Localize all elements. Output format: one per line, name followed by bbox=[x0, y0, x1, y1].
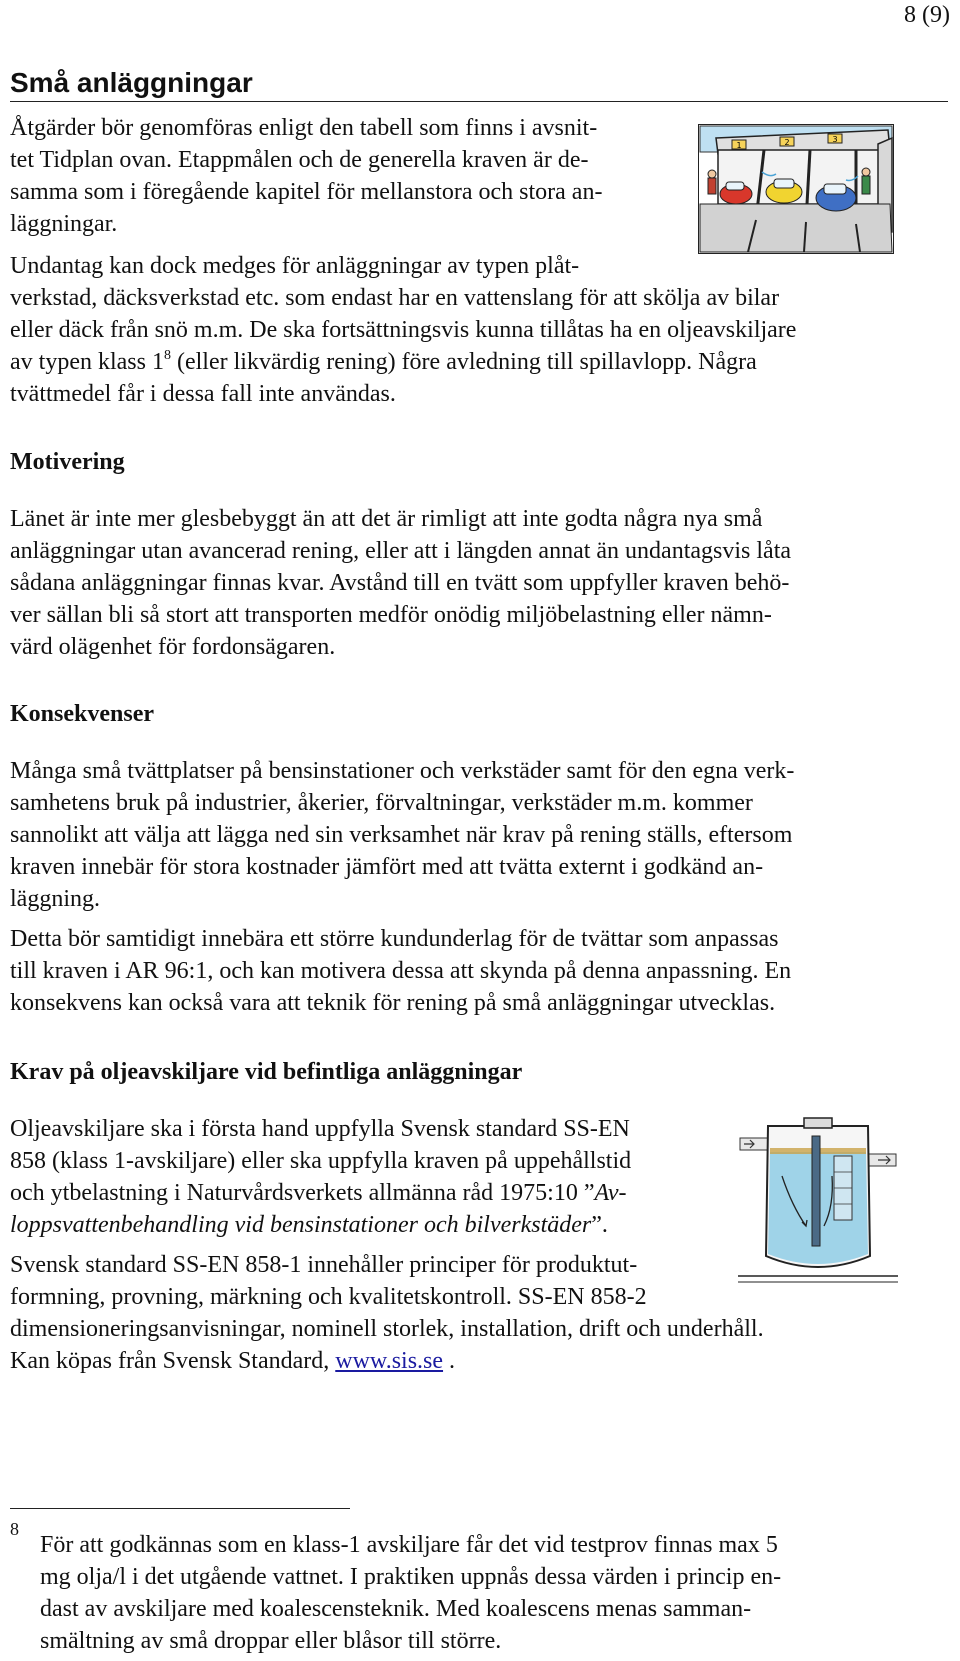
text-line: ver sällan bli så stort att transporten medför onödig miljöbelastning eller nämn- bbox=[10, 602, 772, 628]
text-line: läggning. bbox=[10, 886, 100, 912]
text-line: Oljeavskiljare ska i första hand uppfylla Svensk standard SS-EN bbox=[10, 1116, 630, 1142]
text-line: anläggningar utan avancerad rening, eller att i längden annat än undantagsvis låta bbox=[10, 538, 792, 564]
text-line: eller däck från snö m.m. De ska fortsättningsvis kunna tillåtas ha en oljeavskiljare bbox=[10, 317, 797, 343]
text-segment: ”. bbox=[591, 1212, 608, 1238]
car-wash-illustration bbox=[698, 124, 894, 254]
text-line: till kraven i AR 96:1, och kan motivera dessa att skynda på denna anpassning. En bbox=[10, 958, 792, 984]
text-line: 858 (klass 1-avskiljare) eller ska uppfylla kraven på uppehållstid bbox=[10, 1148, 632, 1174]
text-line: dimensioneringsanvisningar, nominell storlek, installation, drift och underhåll. bbox=[10, 1316, 764, 1342]
sis-website-link[interactable]: www.sis.se bbox=[335, 1348, 444, 1374]
text-line: verkstad, däcksverkstad etc. som endast har en vattenslang för att skölja av bilar bbox=[10, 285, 780, 311]
text-line: För att godkännas som en klass-1 avskiljare får det vid testprov finnas max 5 bbox=[40, 1532, 778, 1558]
text-line: sannolikt att välja att lägga ned sin verksamhet när krav på rening ställs, eftersom bbox=[10, 822, 793, 848]
paragraph-motivation bbox=[10, 503, 950, 663]
text-line bbox=[10, 1345, 950, 1377]
text-segment: och ytbelastning i Naturvårdsverkets allmänna råd 1975:10 ” bbox=[10, 1180, 595, 1206]
text-line: Många små tvättplatser på bensinstationer och verkstäder samt för den egna verk- bbox=[10, 758, 795, 784]
page-number: 8 (9) bbox=[904, 2, 950, 28]
text-line bbox=[10, 1177, 730, 1209]
text-line: Länet är inte mer glesbebyggt än att det är rimligt att inte godta några nya små bbox=[10, 506, 763, 532]
footnote-marker: 8 bbox=[10, 1519, 19, 1539]
section-heading-small-plants: Små anläggningar bbox=[10, 66, 948, 102]
bay-number-label: 3 bbox=[832, 135, 838, 144]
paragraph-consequences-2 bbox=[10, 923, 950, 1019]
oil-separator-illustration bbox=[738, 1116, 898, 1288]
text-line: formning, provning, märkning och kvalitetskontroll. SS-EN 858-2 bbox=[10, 1284, 647, 1310]
paragraph-consequences-1 bbox=[10, 755, 950, 915]
text-line: värd olägenhet för fordonsägaren. bbox=[10, 634, 336, 660]
text-line: dast av avskiljare med koalescensteknik. Med koalescens menas samman- bbox=[40, 1596, 752, 1622]
section-heading-consequences: Konsekvenser bbox=[10, 701, 154, 727]
paragraph-oil-separator-standard bbox=[10, 1113, 730, 1241]
publication-title-italic: Av- bbox=[594, 1180, 627, 1206]
text-line: Svensk standard SS-EN 858-1 innehåller principer för produktut- bbox=[10, 1252, 638, 1278]
footnote-divider bbox=[10, 1508, 350, 1509]
text-line: kraven innebär för stora kostnader jämfört med att tvätta externt i godkänd an- bbox=[10, 854, 764, 880]
text-line: tvättmedel får i dessa fall inte användas. bbox=[10, 381, 396, 407]
footnote-text bbox=[40, 1529, 950, 1657]
text-line: Detta bör samtidigt innebära ett större kundunderlag för de tvättar som anpassas bbox=[10, 926, 779, 952]
paragraph-small-plants-exception bbox=[10, 250, 950, 410]
section-heading-motivation: Motivering bbox=[10, 449, 125, 475]
text-segment: av typen klass 1 bbox=[10, 349, 164, 375]
bay-number-label: 1 bbox=[736, 141, 742, 150]
text-line: tet Tidplan ovan. Etappmålen och de generella kraven är de- bbox=[10, 147, 589, 173]
footnote-reference[interactable]: 8 bbox=[163, 348, 171, 363]
text-line: konsekvens kan också vara att teknik för rening på små anläggningar utvecklas. bbox=[10, 990, 776, 1016]
publication-title-italic: loppsvattenbehandling vid bensinstationer och bilverkstäder bbox=[10, 1212, 592, 1238]
text-segment: . bbox=[443, 1348, 456, 1374]
text-line: smältning av små droppar eller blåsor till större. bbox=[40, 1628, 502, 1654]
text-line: läggningar. bbox=[10, 211, 118, 237]
paragraph-small-plants-intro bbox=[10, 112, 690, 240]
text-line: mg olja/l i det utgående vattnet. I praktiken uppnås dessa värden i princip en- bbox=[40, 1564, 782, 1590]
bay-number-label: 2 bbox=[784, 138, 790, 147]
text-segment: Kan köpas från Svensk Standard, bbox=[10, 1348, 336, 1374]
text-line bbox=[10, 346, 950, 378]
text-line: Åtgärder bör genomföras enligt den tabell som finns i avsnit- bbox=[10, 115, 598, 141]
text-line: samma som i föregående kapitel för mellanstora och stora an- bbox=[10, 179, 603, 205]
text-line: Undantag kan dock medges för anläggningar av typen plåt- bbox=[10, 253, 580, 279]
section-heading-oil-separator-requirements: Krav på oljeavskiljare vid befintliga anläggningar bbox=[10, 1059, 523, 1085]
text-line: samhetens bruk på industrier, åkerier, förvaltningar, verkstäder m.m. kommer bbox=[10, 790, 753, 816]
text-segment: (eller likvärdig rening) före avledning till spillavlopp. Några bbox=[170, 349, 757, 375]
text-line bbox=[10, 1209, 730, 1241]
text-line: sådana anläggningar finnas kvar. Avstånd till en tvätt som uppfyller kraven behö- bbox=[10, 570, 790, 596]
